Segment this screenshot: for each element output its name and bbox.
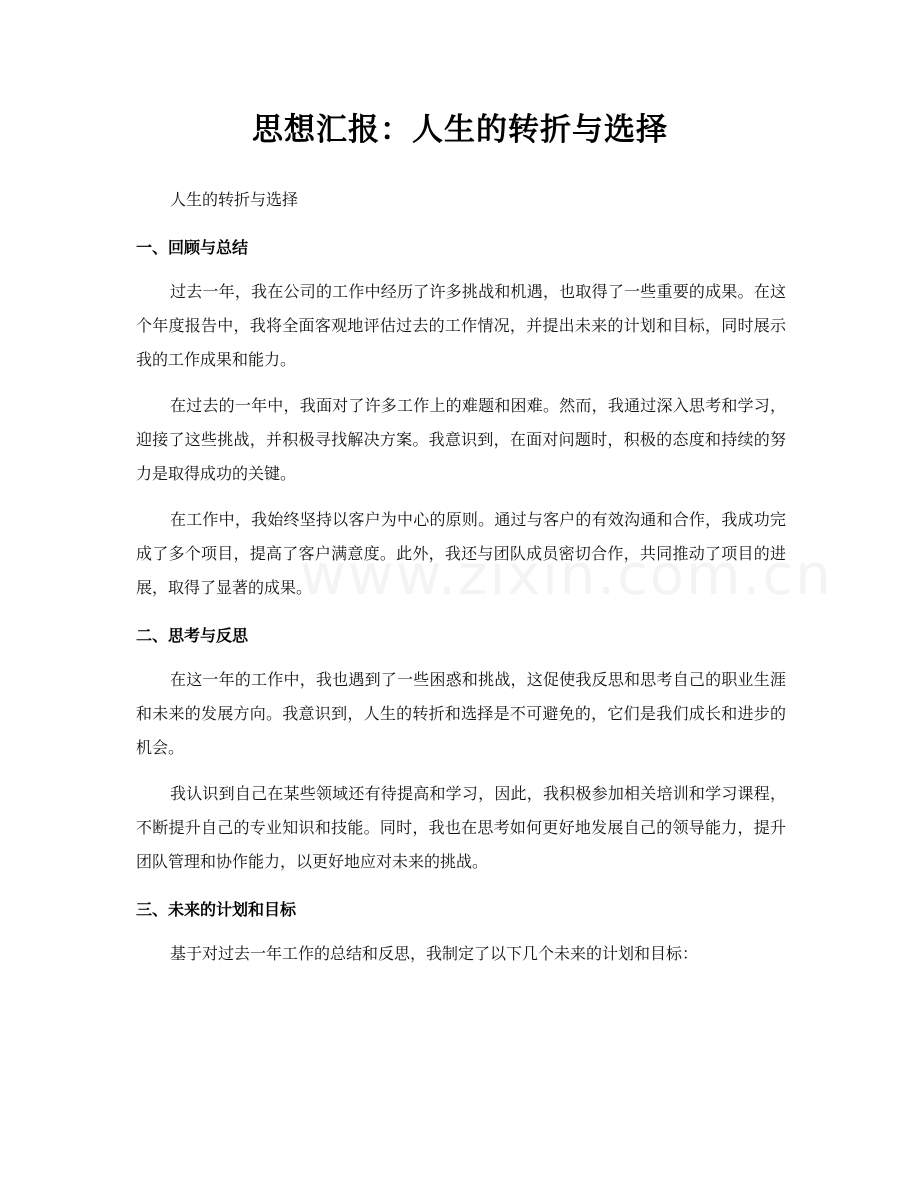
paragraph: 在过去的一年中，我面对了许多工作上的难题和困难。然而，我通过深入思考和学习，迎接了这些挑战，并积极寻找解决方案。我意识到，在面对问题时，积极的态度和持续的努力是取得成功的关键。 xyxy=(136,396,786,483)
section-heading: 一、回顾与总结 xyxy=(136,238,249,257)
document-body xyxy=(136,183,786,971)
paragraph: 在这一年的工作中，我也遇到了一些困惑和挑战，这促使我反思和思考自己的职业生涯和未来的发展方向。我意识到，人生的转折和选择是不可避免的，它们是我们成长和进步的机会。 xyxy=(136,670,786,757)
page-title: 思想汇报：人生的转折与选择 xyxy=(252,112,668,148)
paragraph: 基于对过去一年工作的总结和反思，我制定了以下几个未来的计划和目标： xyxy=(170,944,699,963)
section-heading: 三、未来的计划和目标 xyxy=(136,900,297,919)
paragraph: 过去一年，我在公司的工作中经历了许多挑战和机遇，也取得了一些重要的成果。在这个年度报告中，我将全面客观地评估过去的工作情况，并提出未来的计划和目标，同时展示我的工作成果和能力。 xyxy=(136,282,786,369)
paragraph: 在工作中，我始终坚持以客户为中心的原则。通过与客户的有效沟通和合作，我成功完成了多个项目，提高了客户满意度。此外，我还与团队成员密切合作，共同推动了项目的进展，取得了显著的成果。 xyxy=(136,510,786,597)
paragraph: 我认识到自己在某些领域还有待提高和学习，因此，我积极参加相关培训和学习课程，不断提升自己的专业知识和技能。同时，我也在思考如何更好地发展自己的领导能力，提升团队管理和协作能力，以更好地应对未来的挑战。 xyxy=(136,784,786,871)
section-heading: 二、思考与反思 xyxy=(136,626,249,645)
document-subtitle: 人生的转折与选择 xyxy=(170,190,299,209)
